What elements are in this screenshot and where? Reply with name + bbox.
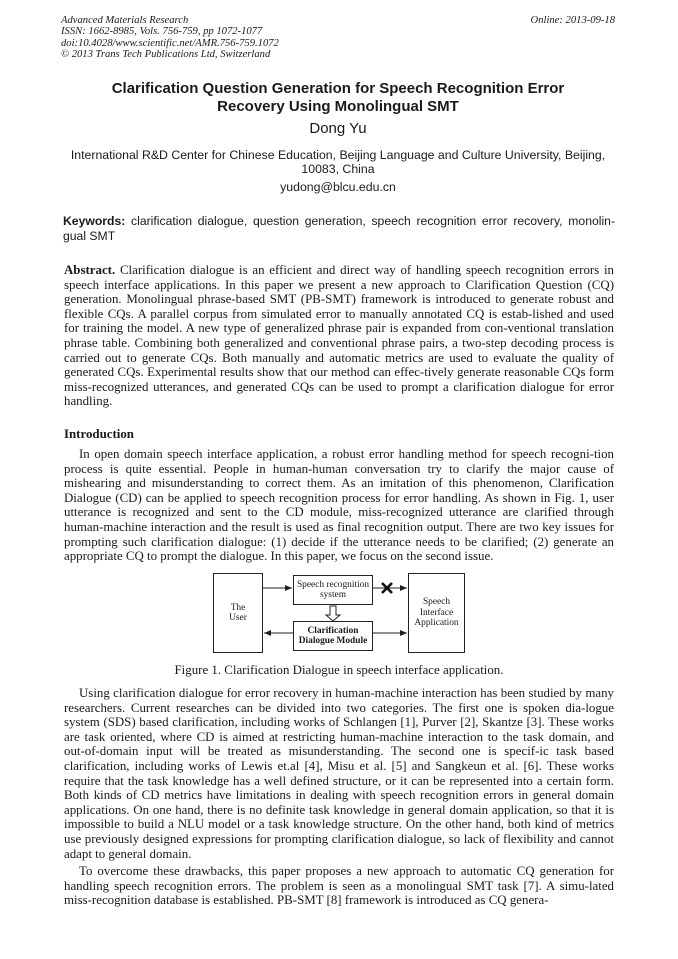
- arrow-asr-to-cd: [326, 606, 340, 621]
- journal-header: [61, 15, 279, 61]
- online-date: Online: 2013-09-18: [530, 15, 615, 26]
- speech-recognition-box: Speech recognition system: [293, 575, 373, 605]
- user-box: The User: [213, 573, 263, 653]
- issn-line: ISSN: 1662-8985, Vols. 756-759, pp 1072-1077: [61, 26, 263, 38]
- affiliation-line-2: 10083, China: [301, 162, 375, 176]
- keywords: [63, 214, 615, 243]
- title-line-2: Recovery Using Monolingual SMT: [217, 98, 459, 115]
- keywords-label: Keywords:: [63, 214, 126, 228]
- paragraph-3: To overcome these drawbacks, this paper proposes a new approach to automatic CQ generation for handling speech recognition errors. The problem is seen as a monolingual SMT task [7]. A simu-lated miss-recognition database is established. PB-SMT [8] framework is introduced as CQ genera-: [64, 864, 614, 908]
- figure-1-diagram: [213, 573, 465, 653]
- author-email: yudong@blcu.edu.cn: [280, 180, 396, 194]
- abstract-text: Clarification dialogue is an efficient and direct way of handling speech recognition errors in speech interface applications. In this paper we present a new approach to Clarification Question (CQ) generation. Monolingual phrase-based SMT (PB-SMT) framework is introduced to generate robust and flexible CQs. A parallel corpus from simulated error to manually annotated CQ is estab-lished and used for training the model. A new type of generalized phrase pair is expanded from con-ventional translation phrase table. Combining both generalized and conventional phrase pairs, a two-step decoding process is carried out to generate CQs. Both manually and automatic metrics are used to evaluate the quality of generated CQs. Experimental results show that our method can effec-tively generate reasonable CQs form miss-recognized utterances, and generated CQs can be used to prompt a clarification dialogue for error handling.: [64, 263, 614, 409]
- speech-interface-app-box: Speech Interface Application: [408, 573, 465, 653]
- affiliation: [62, 148, 614, 176]
- section-heading-introduction: Introduction: [64, 427, 134, 441]
- author-name: Dong Yu: [309, 120, 367, 137]
- paper-title: [62, 80, 614, 116]
- keywords-text: clarification dialogue, question generation, speech recognition error recovery, monolin-gual SMT: [63, 214, 615, 243]
- title-line-1: Clarification Question Generation for Speech Recognition Error: [111, 80, 565, 97]
- clarification-dialogue-box: Clarification Dialogue Module: [293, 621, 373, 651]
- doi-line: doi:10.4028/www.scientific.net/AMR.756-759.1072: [61, 37, 279, 49]
- figure-1-caption: Figure 1. Clarification Dialogue in speech interface application.: [174, 663, 504, 677]
- paragraph-2: Using clarification dialogue for error recovery in human-machine interaction has been studied by many researchers. Current researches can be divided into two categories. The first one is spoken dia-logue system (SDS) based clarification, including works of Schlangen [1], Purver [2], Skantze [3]. These works are task oriented, where CD is aimed at restricting human-machine interaction to the task domain, and out-of-domain input will be treated as misunderstanding. The second one is specif-ic task based clarification, including works of Lewis et.al [4], Misu et al. [5] and Sangkeun et al. [6]. These works require that the task knowledge has a well defined structure, or it can be represented into a certain form. Both kinds of CD metrics have limitations in dealing with speech recognition errors in general domain applications. On one hand, there is no definite task knowledge in general domain application, so that it is impossible to build a NLU model or a task knowledge structure. On the other hand, both kind of metrics use previously designed expressions for prompting clarification dialogue, so lack of flexibility and cannot adapt to general domain.: [64, 686, 614, 861]
- intro-paragraph-1: In open domain speech interface application, a robust error handling method for speech recogni-tion process is quite essential. People in human-human conversation try to clarify the major cause of mishearing and misunderstanding to correct them. As an imitation of this phenomenon, Clarification Dialogue (CD) can be applied to speech recognition process for error handling. As shown in Fig. 1, user utterance is recognized and sent to the CD module, miss-recognized utterance are clarified through human-machine interaction and the result is used as final recognition output. There are two key issues for prompting such clarification dialogue: (1) decide if the utterance needs to be clarified; (2) generate an appropriate CQ to prompt the dialogue. In this paper, we focus on the second issue.: [64, 447, 614, 564]
- copyright-line: © 2013 Trans Tech Publications Ltd, Switzerland: [61, 49, 271, 61]
- affiliation-line-1: International R&D Center for Chinese Education, Beijing Language and Culture University, Beijing,: [70, 148, 606, 162]
- abstract: [64, 263, 614, 409]
- journal-name: Advanced Materials Research: [61, 15, 189, 26]
- abstract-label: Abstract.: [64, 263, 116, 277]
